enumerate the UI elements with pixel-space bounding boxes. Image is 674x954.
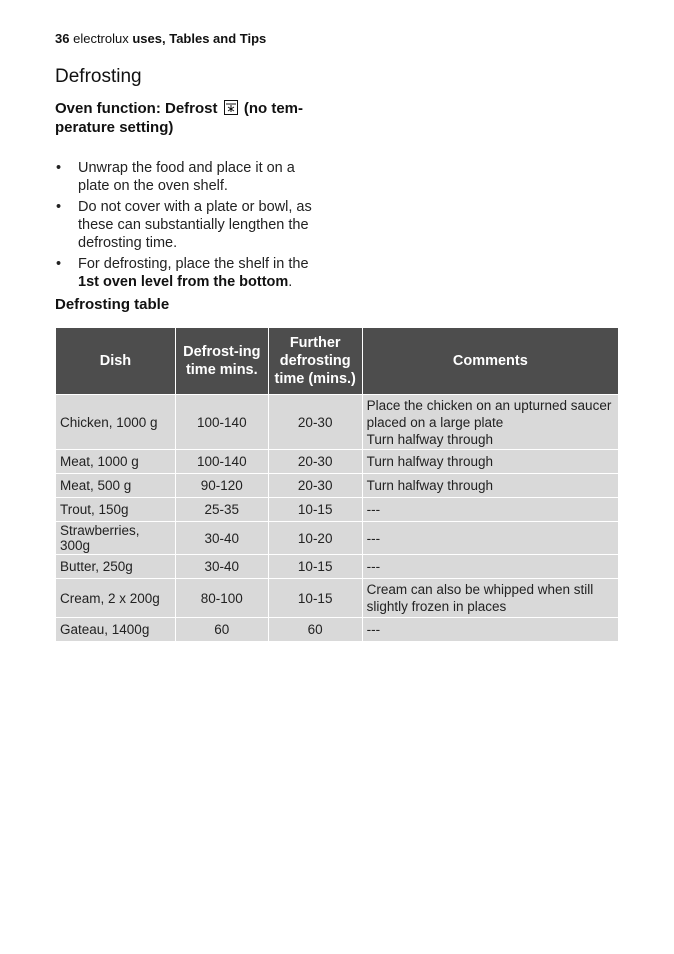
list-item: • Unwrap the food and place it on a plate on the oven shelf. — [56, 160, 295, 194]
table-title: Defrosting table — [55, 296, 170, 313]
table-row — [56, 618, 619, 642]
cell-dish: Gateau, 1400g — [56, 618, 176, 642]
cell-dish: Cream, 2 x 200g — [56, 579, 176, 618]
cell-further: 10-15 — [268, 579, 362, 618]
cell-time: 60 — [175, 618, 268, 642]
cell-comments: --- — [362, 618, 618, 642]
cell-comments: Place the chicken on an upturned saucer placed on a large plate Turn halfway through — [362, 395, 618, 450]
cell-further: 20-30 — [268, 395, 362, 450]
cell-dish: Chicken, 1000 g — [56, 395, 176, 450]
table-row — [56, 450, 619, 474]
table-row — [56, 474, 619, 498]
cell-comments: Turn halfway through — [362, 450, 618, 474]
list-item: • For defrosting, place the shelf in the 1st oven level from the bottom. — [56, 256, 309, 290]
table-row — [56, 522, 619, 555]
cell-comments: Cream can also be whipped when still slightly frozen in places — [362, 579, 618, 618]
table-row — [56, 555, 619, 579]
cell-further: 10-20 — [268, 522, 362, 555]
defrost-icon — [224, 100, 238, 115]
page-header — [55, 31, 266, 46]
header-dish: Dish — [56, 328, 176, 395]
brand-name: electrolux — [73, 31, 129, 46]
table-row — [56, 395, 619, 450]
cell-time: 30-40 — [175, 555, 268, 579]
cell-time: 100-140 — [175, 395, 268, 450]
cell-further: 20-30 — [268, 450, 362, 474]
cell-dish: Meat, 500 g — [56, 474, 176, 498]
cell-comments: --- — [362, 555, 618, 579]
cell-further: 60 — [268, 618, 362, 642]
cell-comments: --- — [362, 522, 618, 555]
cell-dish: Meat, 1000 g — [56, 450, 176, 474]
cell-further: 10-15 — [268, 498, 362, 522]
cell-further: 20-30 — [268, 474, 362, 498]
list-item: • Do not cover with a plate or bowl, as these can substantially lengthen the defrosting time. — [56, 199, 312, 251]
defrosting-table — [55, 327, 619, 642]
cell-time: 25-35 — [175, 498, 268, 522]
instruction-list — [55, 159, 330, 294]
cell-time: 80-100 — [175, 579, 268, 618]
header-further-time: Further defrosting time (mins.) — [268, 328, 362, 395]
oven-function-heading — [55, 99, 345, 137]
cell-comments: Turn halfway through — [362, 474, 618, 498]
table-row — [56, 579, 619, 618]
cell-time: 90-120 — [175, 474, 268, 498]
table-header-row — [56, 328, 619, 395]
cell-time: 30-40 — [175, 522, 268, 555]
section-title: uses, Tables and Tips — [132, 31, 267, 46]
oven-function-label: Oven function: Defrost — [55, 100, 218, 117]
oven-function-note: (no tem-perature setting) — [55, 100, 304, 136]
cell-time: 100-140 — [175, 450, 268, 474]
header-defrost-time: Defrost-ing time mins. — [175, 328, 268, 395]
cell-dish: Trout, 150g — [56, 498, 176, 522]
header-comments: Comments — [362, 328, 618, 395]
cell-dish: Butter, 250g — [56, 555, 176, 579]
cell-comments: --- — [362, 498, 618, 522]
table-row — [56, 498, 619, 522]
page-title: Defrosting — [55, 66, 142, 87]
page-number: 36 — [55, 31, 70, 46]
cell-dish: Strawberries, 300g — [56, 522, 176, 555]
cell-further: 10-15 — [268, 555, 362, 579]
